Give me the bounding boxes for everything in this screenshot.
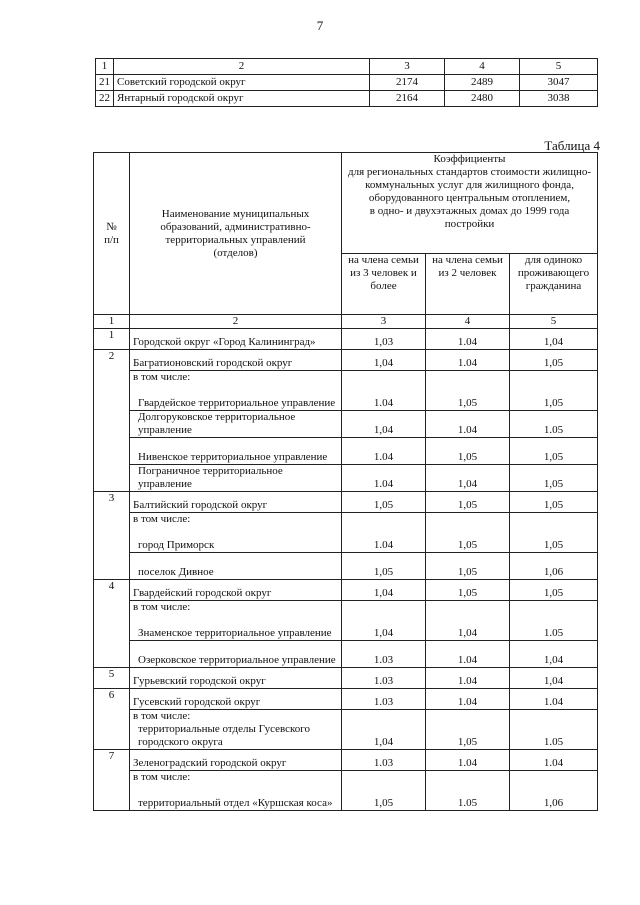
coefficient-cell: 1.04: [426, 750, 510, 771]
municipality-name: Балтийский городской округ: [130, 492, 342, 513]
coefficient-cell: 1,04: [510, 641, 598, 668]
empty-cell: [342, 371, 426, 385]
coefficient-cell: 1.04: [426, 350, 510, 371]
sub-row: [94, 384, 598, 411]
row-number: 22: [96, 91, 114, 107]
sub-row: [94, 465, 598, 492]
coefficients-table: [93, 152, 598, 811]
index-cell: 3: [342, 315, 426, 329]
coefficient-cell: 1,05: [342, 492, 426, 513]
table-index-row: [96, 59, 598, 75]
header-cell: 4: [445, 59, 520, 75]
empty-cell: [510, 601, 598, 615]
row-number: 3: [94, 492, 130, 580]
continued-table: [95, 58, 598, 107]
coefficient-cell: 1,04: [510, 329, 598, 350]
coefficient-cell: 1.04: [426, 668, 510, 689]
coefficient-cell: 1.05: [510, 614, 598, 641]
coefficient-cell: 1,05: [426, 438, 510, 465]
empty-cell: [510, 371, 598, 385]
table-row: [94, 580, 598, 601]
header-col-4: на члена семьи из 2 человек: [426, 254, 510, 315]
coefficient-cell: 1,04: [510, 668, 598, 689]
coefficient-cell: 1,05: [342, 784, 426, 811]
coefficient-cell: 1,04: [426, 465, 510, 492]
sub-row: [94, 641, 598, 668]
header-cell: 3: [370, 59, 445, 75]
coefficient-cell: 1.05: [426, 784, 510, 811]
header-col-5: для одиноко проживающего гражданина: [510, 254, 598, 315]
value-cell: 2489: [445, 75, 520, 91]
table-row: [94, 371, 598, 385]
coefficient-cell: 1.05: [510, 411, 598, 438]
subdivision-name: город Приморск: [130, 526, 342, 553]
table-row: [94, 750, 598, 771]
row-number: 7: [94, 750, 130, 811]
empty-cell: [342, 513, 426, 527]
coefficient-cell: 1,05: [426, 492, 510, 513]
empty-cell: [426, 710, 510, 724]
subdivision-name: Озерковское территориальное управление: [130, 641, 342, 668]
sub-row: [94, 411, 598, 438]
including-label: в том числе:: [130, 601, 342, 615]
coefficient-cell: 1,05: [510, 465, 598, 492]
sub-row: [94, 723, 598, 750]
coefficient-cell: 1,05: [510, 492, 598, 513]
municipality-name: Багратионовский городской округ: [130, 350, 342, 371]
table-row: [94, 492, 598, 513]
subdivision-name: Нивенское территориальное управление: [130, 438, 342, 465]
coefficient-cell: 1,04: [342, 411, 426, 438]
including-label: в том числе:: [130, 710, 342, 724]
including-label: в том числе:: [130, 771, 342, 785]
coefficient-cell: 1,04: [342, 614, 426, 641]
coefficient-cell: 1.04: [510, 689, 598, 710]
empty-cell: [342, 601, 426, 615]
header-cell: 1: [96, 59, 114, 75]
subdivision-name: Знаменское территориальное управление: [130, 614, 342, 641]
row-number: 2: [94, 350, 130, 492]
coefficient-cell: 1.03: [342, 641, 426, 668]
header-name: Наименование муниципальных образований, административно-территориальных управлений (отделов): [130, 153, 342, 315]
value-cell: 2174: [370, 75, 445, 91]
table-row: [94, 601, 598, 615]
subdivision-name: территориальный отдел «Куршская коса»: [130, 784, 342, 811]
empty-cell: [426, 771, 510, 785]
including-label: в том числе:: [130, 371, 342, 385]
sub-row: [94, 526, 598, 553]
coefficient-cell: 1.03: [342, 668, 426, 689]
value-cell: 3038: [520, 91, 598, 107]
sub-row: [94, 553, 598, 580]
coefficient-cell: 1,04: [426, 614, 510, 641]
municipality-name: Гвардейский городской округ: [130, 580, 342, 601]
coefficient-cell: 1,04: [342, 723, 426, 750]
table-row: [94, 513, 598, 527]
empty-cell: [510, 710, 598, 724]
coefficient-cell: 1.04: [342, 465, 426, 492]
header-col-3: на члена семьи из 3 человек и более: [342, 254, 426, 315]
municipality-name: Зеленоградский городской округ: [130, 750, 342, 771]
coefficient-cell: 1,04: [342, 350, 426, 371]
table-row: [94, 771, 598, 785]
coefficient-cell: 1.03: [342, 689, 426, 710]
coefficient-cell: 1,05: [510, 384, 598, 411]
coefficient-cell: 1,03: [342, 329, 426, 350]
table-row: [94, 668, 598, 689]
sub-row: [94, 614, 598, 641]
coefficient-cell: 1.05: [510, 723, 598, 750]
coefficient-cell: 1.04: [342, 526, 426, 553]
index-row: [94, 315, 598, 329]
coefficient-cell: 1.04: [426, 411, 510, 438]
empty-cell: [510, 513, 598, 527]
coefficient-cell: 1,06: [510, 553, 598, 580]
coefficient-cell: 1,05: [510, 438, 598, 465]
index-cell: 2: [130, 315, 342, 329]
table-row: [94, 689, 598, 710]
coefficient-cell: 1.04: [426, 641, 510, 668]
header-cell: 2: [114, 59, 370, 75]
coefficient-cell: 1.04: [510, 750, 598, 771]
table-row: [96, 75, 598, 91]
municipality-name: Гурьевский городской округ: [130, 668, 342, 689]
municipality-name: Советский городской округ: [114, 75, 370, 91]
table-row: [94, 350, 598, 371]
value-cell: 2480: [445, 91, 520, 107]
empty-cell: [426, 601, 510, 615]
coefficient-cell: 1,05: [510, 350, 598, 371]
municipality-name: Янтарный городской округ: [114, 91, 370, 107]
row-number: 21: [96, 75, 114, 91]
empty-cell: [426, 371, 510, 385]
coefficient-cell: 1,04: [342, 580, 426, 601]
coefficient-cell: 1,05: [426, 526, 510, 553]
coefficient-cell: 1,05: [426, 384, 510, 411]
coefficient-cell: 1,05: [342, 553, 426, 580]
sub-row: [94, 784, 598, 811]
row-number: 1: [94, 329, 130, 350]
municipality-name: Городской округ «Город Калининград»: [130, 329, 342, 350]
subdivision-name: поселок Дивное: [130, 553, 342, 580]
subdivision-name: Долгоруковское территориальное управление: [130, 411, 342, 438]
row-number: 6: [94, 689, 130, 750]
index-cell: 5: [510, 315, 598, 329]
subdivision-name: территориальные отделы Гусевского городского округа: [130, 723, 342, 750]
empty-cell: [426, 513, 510, 527]
coefficient-cell: 1.04: [426, 689, 510, 710]
header-coefficients: Коэффициенты для региональных стандартов стоимости жилищно-коммунальных услуг для жилищного фонда, оборудованного центральным отоплением, в одно- и двухэтажных домах до 1999 года постройки: [342, 153, 598, 254]
index-cell: 1: [94, 315, 130, 329]
header-row: [94, 153, 598, 254]
value-cell: 3047: [520, 75, 598, 91]
table-row: [94, 329, 598, 350]
row-number: 5: [94, 668, 130, 689]
coefficient-cell: 1,05: [426, 553, 510, 580]
subdivision-name: Пограничное территориальное управление: [130, 465, 342, 492]
page-number: 7: [316, 18, 324, 33]
municipality-name: Гусевский городской округ: [130, 689, 342, 710]
empty-cell: [342, 710, 426, 724]
table-row: [94, 710, 598, 724]
table-caption: Таблица 4: [544, 138, 600, 153]
coefficient-cell: 1.03: [342, 750, 426, 771]
subdivision-name: Гвардейское территориальное управление: [130, 384, 342, 411]
empty-cell: [510, 771, 598, 785]
coefficient-cell: 1,05: [426, 580, 510, 601]
coefficient-cell: 1,06: [510, 784, 598, 811]
including-label: в том числе:: [130, 513, 342, 527]
empty-cell: [342, 771, 426, 785]
coefficient-cell: 1,05: [510, 526, 598, 553]
coefficient-cell: 1,05: [510, 580, 598, 601]
table-row: [96, 91, 598, 107]
header-cell: 5: [520, 59, 598, 75]
sub-row: [94, 438, 598, 465]
index-cell: 4: [426, 315, 510, 329]
header-number: № п/п: [94, 153, 130, 315]
value-cell: 2164: [370, 91, 445, 107]
coefficient-cell: 1.04: [342, 438, 426, 465]
coefficient-cell: 1.04: [342, 384, 426, 411]
coefficient-cell: 1,05: [426, 723, 510, 750]
coefficient-cell: 1.04: [426, 329, 510, 350]
row-number: 4: [94, 580, 130, 668]
